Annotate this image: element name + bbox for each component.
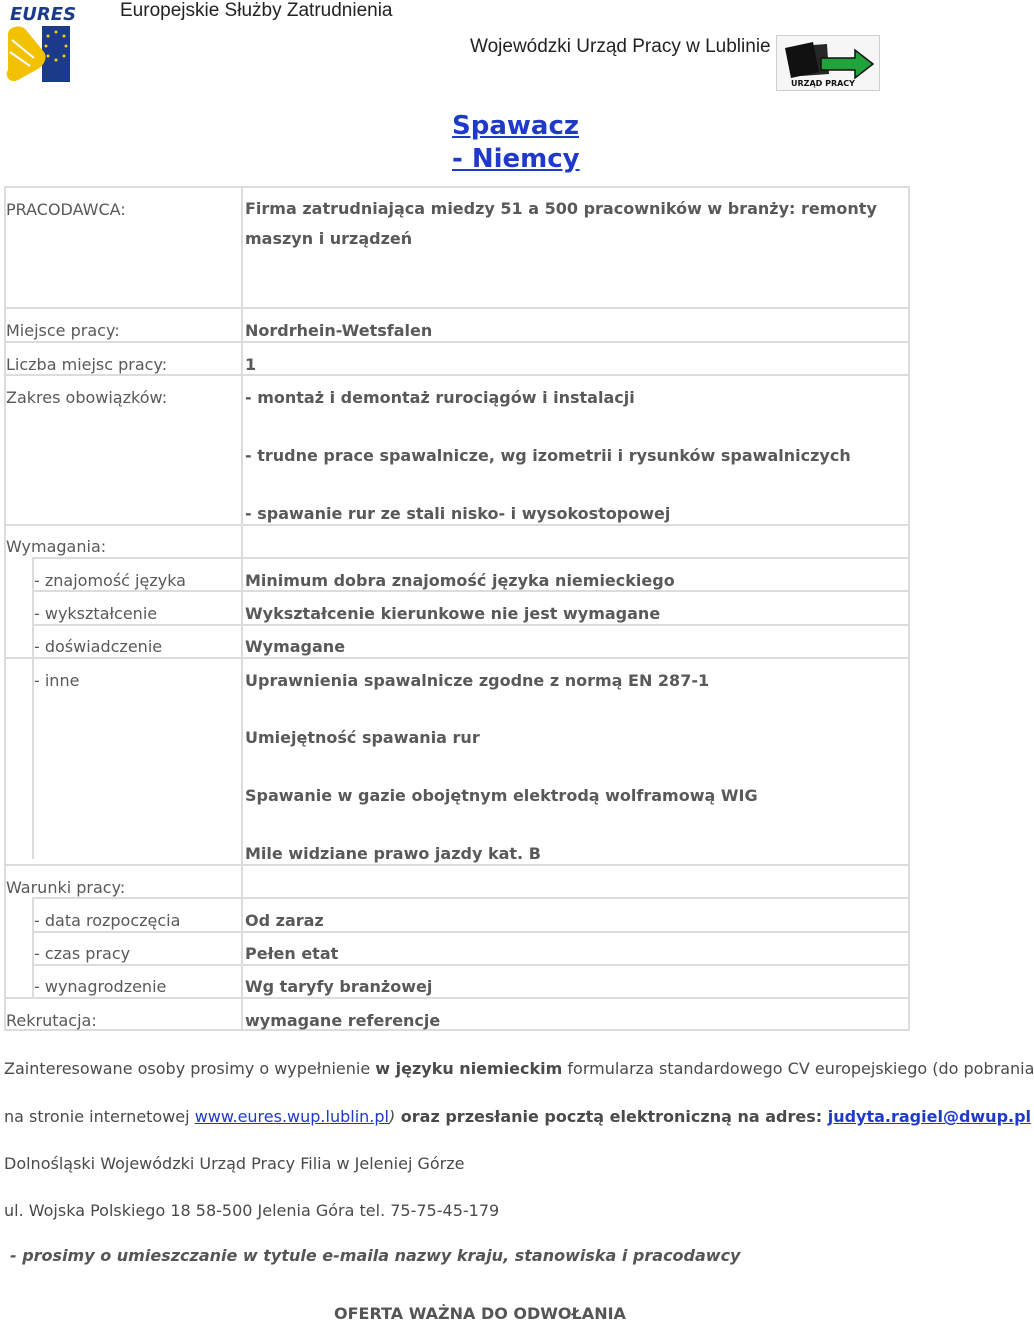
positions-value: 1	[245, 355, 257, 374]
recruitment-label: Rekrutacja:	[6, 1011, 97, 1030]
eures-logo-text: EURES	[10, 4, 77, 25]
hours-value: Pełen etat	[245, 944, 339, 963]
other-item: Uprawnienia spawalnicze zgodne z normą EN 287-1	[245, 671, 710, 690]
office-address: ul. Wojska Polskiego 18 58-500 Jelenia Góra tel. 75-75-45-179	[4, 1201, 500, 1220]
start-value: Od zaraz	[245, 911, 324, 930]
duty-item: - trudne prace spawalnicze, wg izometrii i rysunków spawalniczych	[245, 446, 851, 465]
website-link[interactable]: www.eures.wup.lublin.pl	[194, 1107, 389, 1126]
org-name-line1: Europejskie Służby Zatrudnienia	[120, 0, 393, 21]
other-item: Spawanie w gazie obojętnym elektrodą wolframową WIG	[245, 786, 758, 805]
recruitment-value: wymagane referencje	[245, 1011, 441, 1030]
urzad-pracy-logo-text: URZĄD PRACY	[791, 79, 855, 88]
experience-value: Wymagane	[245, 637, 346, 656]
duties-label: Zakres obowiązków:	[6, 388, 168, 407]
urzad-pracy-logo	[776, 35, 880, 91]
footer-text-bold: oraz przesłanie pocztą elektroniczną na adres:	[395, 1107, 828, 1126]
employer-label: PRACODAWCA:	[6, 200, 126, 219]
footer-text: )	[388, 1107, 396, 1126]
language-label: - znajomość języka	[34, 571, 186, 590]
other-label: - inne	[34, 671, 80, 690]
footer-text: formularza standardowego CV europejskiego (do pobrania	[562, 1059, 1034, 1078]
other-item: Umiejętność spawania rur	[245, 728, 480, 747]
start-label: - data rozpoczęcia	[34, 911, 181, 930]
footer-text: Zainteresowane osoby prosimy o wypełnienie	[4, 1059, 376, 1078]
other-item: Mile widziane prawo jazdy kat. B	[245, 844, 541, 863]
duty-item: - montaż i demontaż rurociągów i instalacji	[245, 388, 635, 407]
duty-item: - spawanie rur ze stali nisko- i wysokostopowej	[245, 504, 671, 523]
salary-value: Wg taryfy branżowej	[245, 977, 433, 996]
education-value: Wykształcenie kierunkowe nie jest wymagane	[245, 604, 661, 623]
positions-label: Liczba miejsc pracy:	[6, 355, 168, 374]
footer-instructions-cont	[4, 1107, 1031, 1126]
salary-label: - wynagrodzenie	[34, 977, 167, 996]
hours-label: - czas pracy	[34, 944, 131, 963]
language-value: Minimum dobra znajomość języka niemieckiego	[245, 571, 675, 590]
employer-value: Firma zatrudniająca miedzy 51 a 500 pracowników w branży: remonty maszyn i urządzeń	[245, 199, 877, 248]
location-value: Nordrhein-Wetsfalen	[245, 321, 433, 340]
requirements-label: Wymagania:	[6, 537, 107, 556]
education-label: - wykształcenie	[34, 604, 158, 623]
job-title[interactable]	[452, 110, 580, 176]
footer-instructions	[4, 1059, 1034, 1078]
footer-text-bold: w języku niemieckim	[375, 1059, 563, 1078]
experience-label: - doświadczenie	[34, 637, 163, 656]
office-name: Dolnośląski Wojewódzki Urząd Pracy Filia w Jeleniej Górze	[4, 1154, 465, 1173]
eures-logo	[4, 0, 77, 86]
location-label: Miejsce pracy:	[6, 321, 120, 340]
offer-validity: OFERTA WAŻNA DO ODWOŁANIA	[334, 1304, 626, 1323]
conditions-label: Warunki pracy:	[6, 878, 126, 897]
email-subject-note: - prosimy o umieszczanie w tytule e-maila nazwy kraju, stanowiska i pracodawcy	[10, 1246, 741, 1265]
footer-text: na stronie internetowej	[4, 1107, 195, 1126]
job-title-line1[interactable]: Spawacz	[452, 111, 579, 141]
email-link[interactable]: judyta.ragiel@dwup.pl	[827, 1107, 1032, 1126]
job-title-line2[interactable]: - Niemcy	[452, 144, 580, 174]
org-name-line2: Wojewódzki Urząd Pracy w Lublinie	[470, 36, 771, 57]
